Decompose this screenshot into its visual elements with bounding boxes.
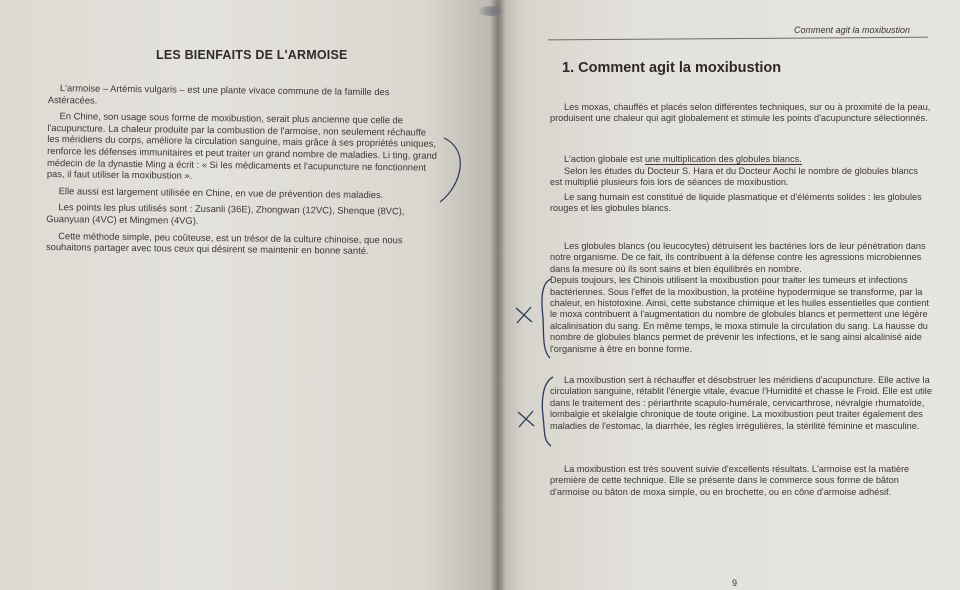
intro-paragraph: Les moxas, chauffés et placés selon différentes techniques, sur ou à proximité de la peau, produisent une chaleur qui agit globalement et stimule les points d'acupuncture sélectionnés. bbox=[550, 102, 931, 124]
paragraph-points: Les points les plus utilisés sont : Zusanli (36E), Zhongwan (12VC), Shenque (8VC), Guanyuan (4VC) et Mingmen (4VG). bbox=[46, 201, 405, 226]
cross-mark-1 bbox=[516, 307, 532, 323]
meridians-paragraph: La moxibustion sert à réchauffer et désobstruer les méridiens d'acupuncture. Elle active la circulation sanguine, rétablit l'énergie vitale, évacue l'Humidité et chasse le Froid. Elle est utile dans le traitement des : périarthrite scapulo-humérale, cervicarthrose, névralgie rhumatoïde, lombalgie et skélalgie chronique de toute origine. La moxibustion peut traiter également des maladies de l'estomac, la diarrhée, les règles irrégulières, la stérilité féminine et masculine. bbox=[550, 375, 932, 431]
bracket-left-page bbox=[440, 138, 460, 202]
paragraph-methode: Cette méthode simple, peu coûteuse, est un trésor de la culture chinoise, que nous souhaitons partager avec tous ceux qui désirent se maintenir en bonne santé. bbox=[45, 229, 403, 257]
page-number: 9 bbox=[732, 578, 738, 588]
blood-paragraph: Le sang humain est constitué de liquide plasmatique et d'éléments solides : les globules rouges et les globules blancs. bbox=[550, 192, 922, 214]
paragraph-armoise: L'armoise – Artémis vulgaris – est une plante vivace commune de la famille des Astéracées. bbox=[47, 82, 390, 106]
running-header: Comment agit la moxibustion bbox=[794, 25, 911, 35]
results-paragraph: La moxibustion est très souvent suivie d'excellents résultats. L'armoise est la matière première de cette technique. Elle se présente dans le commerce sous forme de bâton d'armoise ou bâton de moxa simple, ou en brochette, ou en cône d'armoise adhésif. bbox=[550, 464, 910, 497]
action-lead: L'action globale est bbox=[564, 154, 645, 164]
white-cells-paragraph: Les globules blancs (ou leucocytes) détruisent les bactéries lors de leur pénétration dans notre organisme. De ce fait, ils contribuent à la défense contre les agressions microbiennes dans la mesure où ils sont sains et bien équilibrés en nombre. Depuis toujours, les Chinois utilisent la moxibustion pour traiter les tumeurs et infections bactériennes. Sous l'effet de la moxibustion, la protéine hypodermique se transforme, par la chaleur, en histotoxine. Ainsi, cette substance chimique et les huiles essentielles que contient le moxa contribuent à l'augmentation du nombre de globules blancs et permettent une légère alcalinisation du sang. En même temps, le moxa stimule la circulation du sang. La hausse du nombre de globules blancs permet de prévenir les infections, et le sang ainsi alcalinisé aide l'organisme à être en bonne forme. bbox=[550, 241, 929, 354]
cross-mark-2 bbox=[518, 411, 534, 427]
studies-paragraph: Selon les études du Docteur S. Hara et du Docteur Aochi le nombre de globules blancs est multiplié plusieurs fois lors de séances de moxibustion. bbox=[550, 166, 918, 188]
bracket-2 bbox=[542, 377, 553, 446]
left-page-title: LES BIENFAITS DE L'ARMOISE bbox=[156, 48, 348, 62]
bracket-1 bbox=[542, 279, 551, 358]
paragraph-chine: En Chine, son usage sous forme de moxibustion, serait plus ancienne que celle de l'acupuncture. La chaleur produite par la combustion de l'armoise, non seulement réchauffe les méridiens du corps, améliore la circulation sanguine, mais grâce à ses propriétés uniques, renforce les défenses immunitaires et peut traiter un grand nombre de maladies. Li ting, grand médecin de la dynastie Ming a écrit : « Si les médicaments et l'acupuncture ne fonctionnent pas, il faut utiliser la moxibustion ». bbox=[46, 110, 437, 181]
underlined-phrase: une multiplication des globules blancs. bbox=[644, 154, 802, 164]
chapter-title: 1. Comment agit la moxibustion bbox=[562, 60, 782, 76]
paragraph-prevention: Elle aussi est largement utilisée en Chine, en vue de prévention des maladies. bbox=[58, 184, 384, 200]
